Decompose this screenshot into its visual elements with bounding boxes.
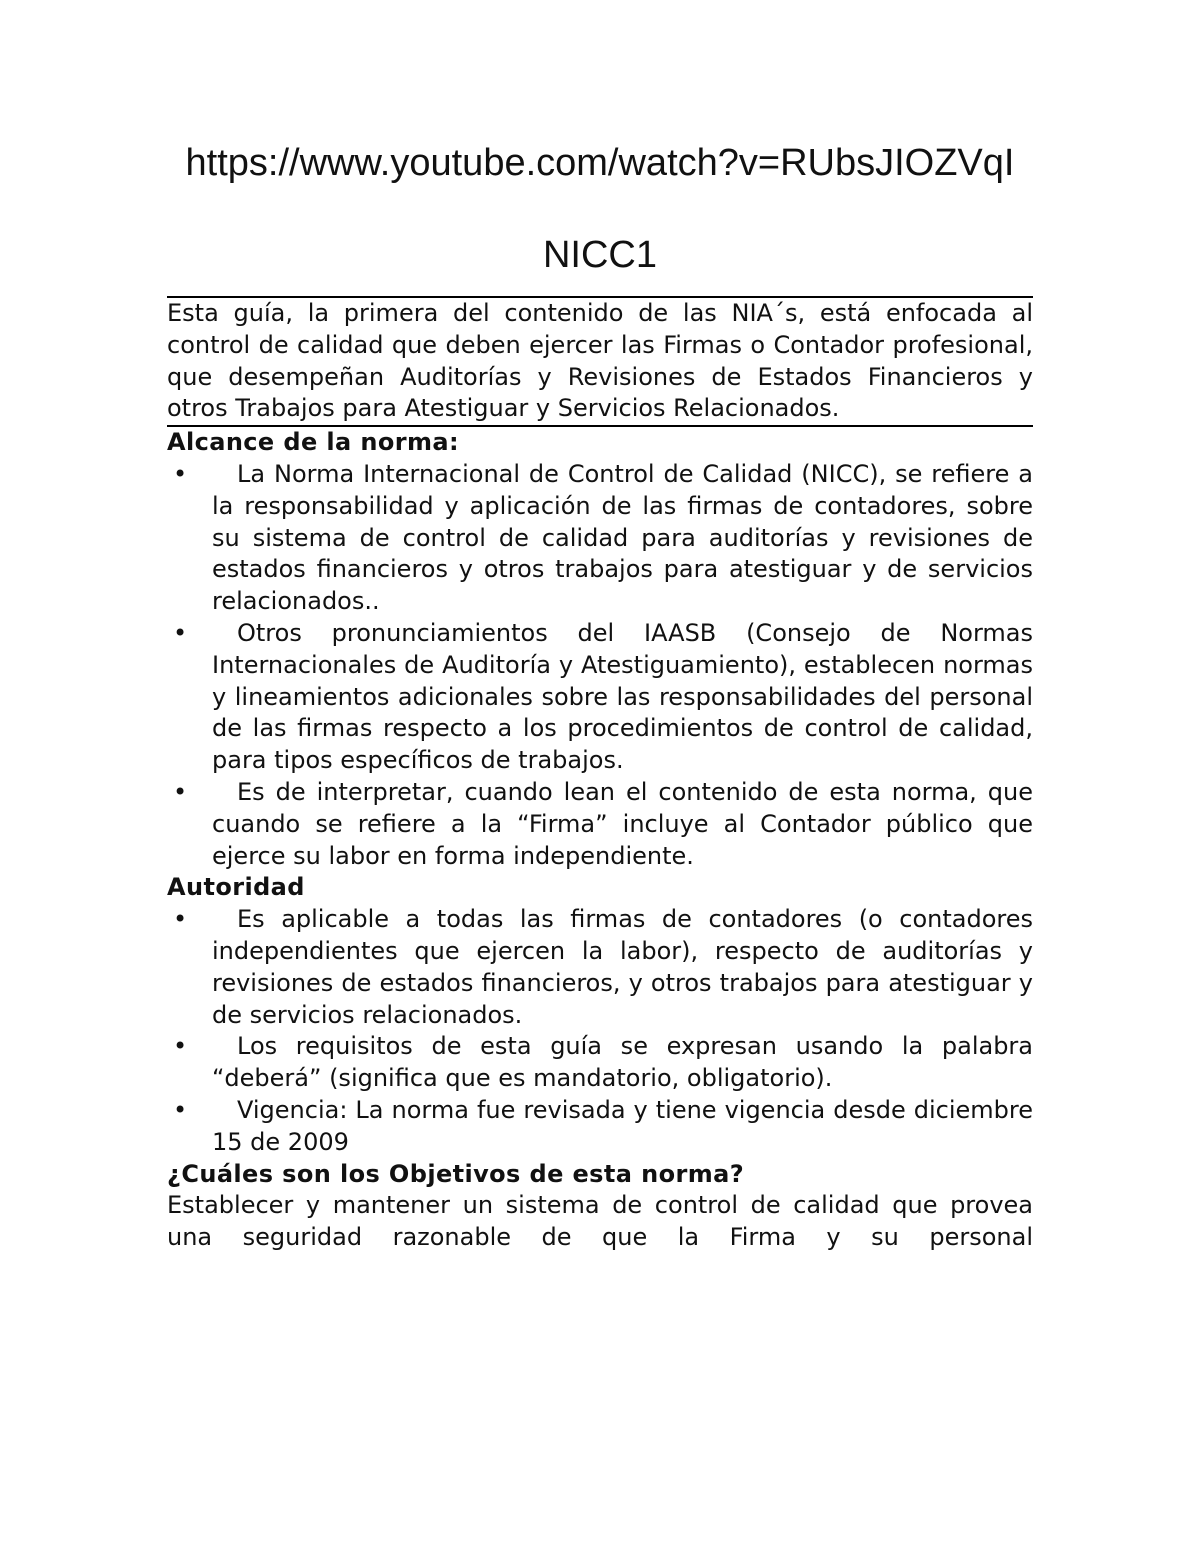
list-item [167, 459, 1033, 618]
list-item [167, 777, 1033, 872]
alcance-list [167, 459, 1033, 872]
objetivos-paragraph: Establecer y mantener un sistema de control de calidad que provea una seguridad razonable de que la Firma y su personal [167, 1191, 1033, 1252]
list-item-text: Los requisitos de esta guía se expresan usando la palabra “deberá” (significa que es mandatorio, obligatorio). [212, 1032, 1033, 1093]
list-item [167, 1031, 1033, 1095]
bullet-icon: • [173, 618, 188, 647]
bullet-icon: • [173, 1032, 188, 1061]
section-heading-autoridad: Autoridad [167, 873, 305, 902]
autoridad-list [167, 904, 1033, 1158]
section-heading-objetivos: ¿Cuáles son los Objetivos de esta norma? [167, 1159, 745, 1188]
section-heading-alcance: Alcance de la norma: [167, 428, 459, 457]
list-item [167, 618, 1033, 777]
list-item [167, 904, 1033, 1031]
video-url: https://www.youtube.com/watch?v=RUbsJIOZVqI [185, 142, 1015, 184]
document-body [167, 296, 1033, 1254]
list-item-text: La Norma Internacional de Control de Calidad (NICC), se refiere a la responsabilidad y aplicación de las firmas de contadores, sobre su sistema de control de calidad para auditorías y revisiones de estados financieros y otros trabajos para atestiguar y de servicios relacionados.. [212, 459, 1033, 616]
bullet-icon: • [173, 1095, 188, 1124]
list-item-text: Otros pronunciamientos del IAASB (Consejo de Normas Internacionales de Auditoría y Atestiguamiento), establecen normas y lineamientos adicionales sobre las responsabilidades del personal de las firmas respecto a los procedimientos de control de calidad, para tipos específicos de trabajos. [212, 618, 1033, 775]
list-item-text: Vigencia: La norma fue revisada y tiene vigencia desde diciembre 15 de 2009 [212, 1095, 1033, 1156]
bullet-icon: • [173, 459, 188, 488]
intro-paragraph: Esta guía, la primera del contenido de las NIA´s, está enfocada al control de calidad que deben ejercer las Firmas o Contador profesional, que desempeñan Auditorías y Revisiones de Estados Financieros y otros Trabajos para Atestiguar y Servicios Relacionados. [167, 296, 1033, 427]
list-item-text: Es aplicable a todas las firmas de contadores (o contadores independientes que ejercen la labor), respecto de auditorías y revisiones de estados financieros, y otros trabajos para atestiguar y de servicios relacionados. [212, 905, 1033, 1029]
list-item [167, 1095, 1033, 1159]
bullet-icon: • [173, 905, 188, 934]
bullet-icon: • [173, 777, 188, 806]
list-item-text: Es de interpretar, cuando lean el contenido de esta norma, que cuando se refiere a la “Firma” incluye al Contador público que ejerce su labor en forma independiente. [212, 777, 1033, 870]
document-title: NICC1 [542, 234, 658, 276]
